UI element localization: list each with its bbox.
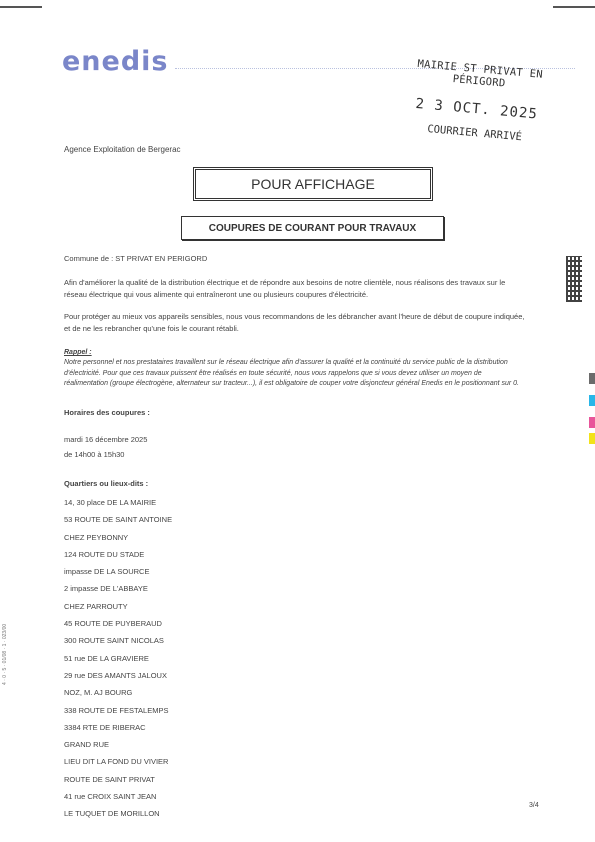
hours-title: Horaires des coupures : <box>64 408 150 417</box>
place-item: 45 ROUTE DE PUYBERAUD <box>64 619 162 629</box>
swatch-yellow <box>589 433 595 444</box>
scan-edge-mark-right <box>553 6 595 8</box>
places-list <box>64 494 172 823</box>
swatch-gray <box>589 373 595 384</box>
stamp-mairie: MAIRIE ST PRIVAT EN PÉRIGORD <box>416 57 544 90</box>
scan-edge-mark-left <box>0 6 42 8</box>
place-item: LE TUQUET DE MORILLON <box>64 809 160 819</box>
enedis-logo: enedis <box>62 46 169 77</box>
places-title: Quartiers ou lieux-dits : <box>64 479 149 488</box>
place-item: 51 rue DE LA GRAVIERE <box>64 653 149 663</box>
intro-paragraph: Afin d'améliorer la qualité de la distribution électrique et de répondre aux besoins de notre clientèle, nous réalisons des travaux sur le réseau électrique qui vous alimente qui entraîneront une ou plusieurs coupures d'électricité. <box>64 278 506 299</box>
stamp-date: 2 3 OCT. 2025 <box>414 95 539 123</box>
place-item: 53 ROUTE DE SAINT ANTOINE <box>64 515 173 525</box>
stamp-courrier: COURRIER ARRIVÉ <box>426 123 523 144</box>
place-item: ROUTE DE SAINT PRIVAT <box>64 774 155 784</box>
place-item: 124 ROUTE DU STADE <box>64 549 145 559</box>
place-item: NOZ, M. AJ BOURG <box>64 688 133 698</box>
rappel-label: Rappel : <box>64 349 92 356</box>
place-item: 14, 30 place DE LA MAIRIE <box>64 498 157 507</box>
place-item: 300 ROUTE SAINT NICOLAS <box>64 636 164 646</box>
notice-subtitle: COUPURES DE COURANT POUR TRAVAUX <box>181 216 444 240</box>
outage-date: mardi 16 décembre 2025 <box>64 435 148 444</box>
notice-title: POUR AFFICHAGE <box>193 167 433 201</box>
agency-name: Agence Exploitation de Bergerac <box>64 145 181 154</box>
place-item: 41 rue CROIX SAINT JEAN <box>64 792 157 802</box>
swatch-cyan <box>589 395 595 406</box>
place-item: impasse DE LA SOURCE <box>64 567 150 577</box>
place-item: CHEZ PARROUTY <box>64 601 128 611</box>
place-item: 2 impasse DE L'ABBAYE <box>64 584 148 594</box>
reception-stamp <box>387 56 565 170</box>
rappel-text: Notre personnel et nos prestataires travaillent sur le réseau électrique afin d'assurer la qualité et la continuité du service public de la distribution d'électricité. Pour que ces travaux puissent être réalisés en toute sécurité, nous vous rappelons que si vous devez utiliser un moyen de réalimentation (groupe électrogène, alternateur sur tracteur...), il est obligatoire de couper votre disjoncteur général Enedis en le positionnant sur 0. <box>64 359 519 387</box>
place-item: CHEZ PEYBONNY <box>64 532 129 542</box>
swatch-magenta <box>589 417 595 428</box>
place-item: 3384 RTE DE RIBERAC <box>64 722 146 732</box>
place-item: 29 rue DES AMANTS JALOUX <box>64 670 167 680</box>
protection-paragraph: Pour protéger au mieux vos appareils sensibles, nous vous recommandons de les débrancher avant l'heure de début de coupure indiquée, et de ne les rebrancher qu'une fois le courant rétabli. <box>64 312 525 333</box>
place-item: LIEU DIT LA FOND DU VIVIER <box>64 757 169 767</box>
qr-code-icon <box>566 256 582 302</box>
side-reference-code: 4 · 0 · 5 · 01/08 · 1 · 023/00 <box>2 623 8 685</box>
commune-line: Commune de : ST PRIVAT EN PERIGORD <box>64 254 208 263</box>
place-item: GRAND RUE <box>64 740 110 750</box>
outage-time: de 14h00 à 15h30 <box>64 450 125 459</box>
page-number: 3/4 <box>529 802 539 809</box>
place-item: 338 ROUTE DE FESTALEMPS <box>64 705 169 715</box>
